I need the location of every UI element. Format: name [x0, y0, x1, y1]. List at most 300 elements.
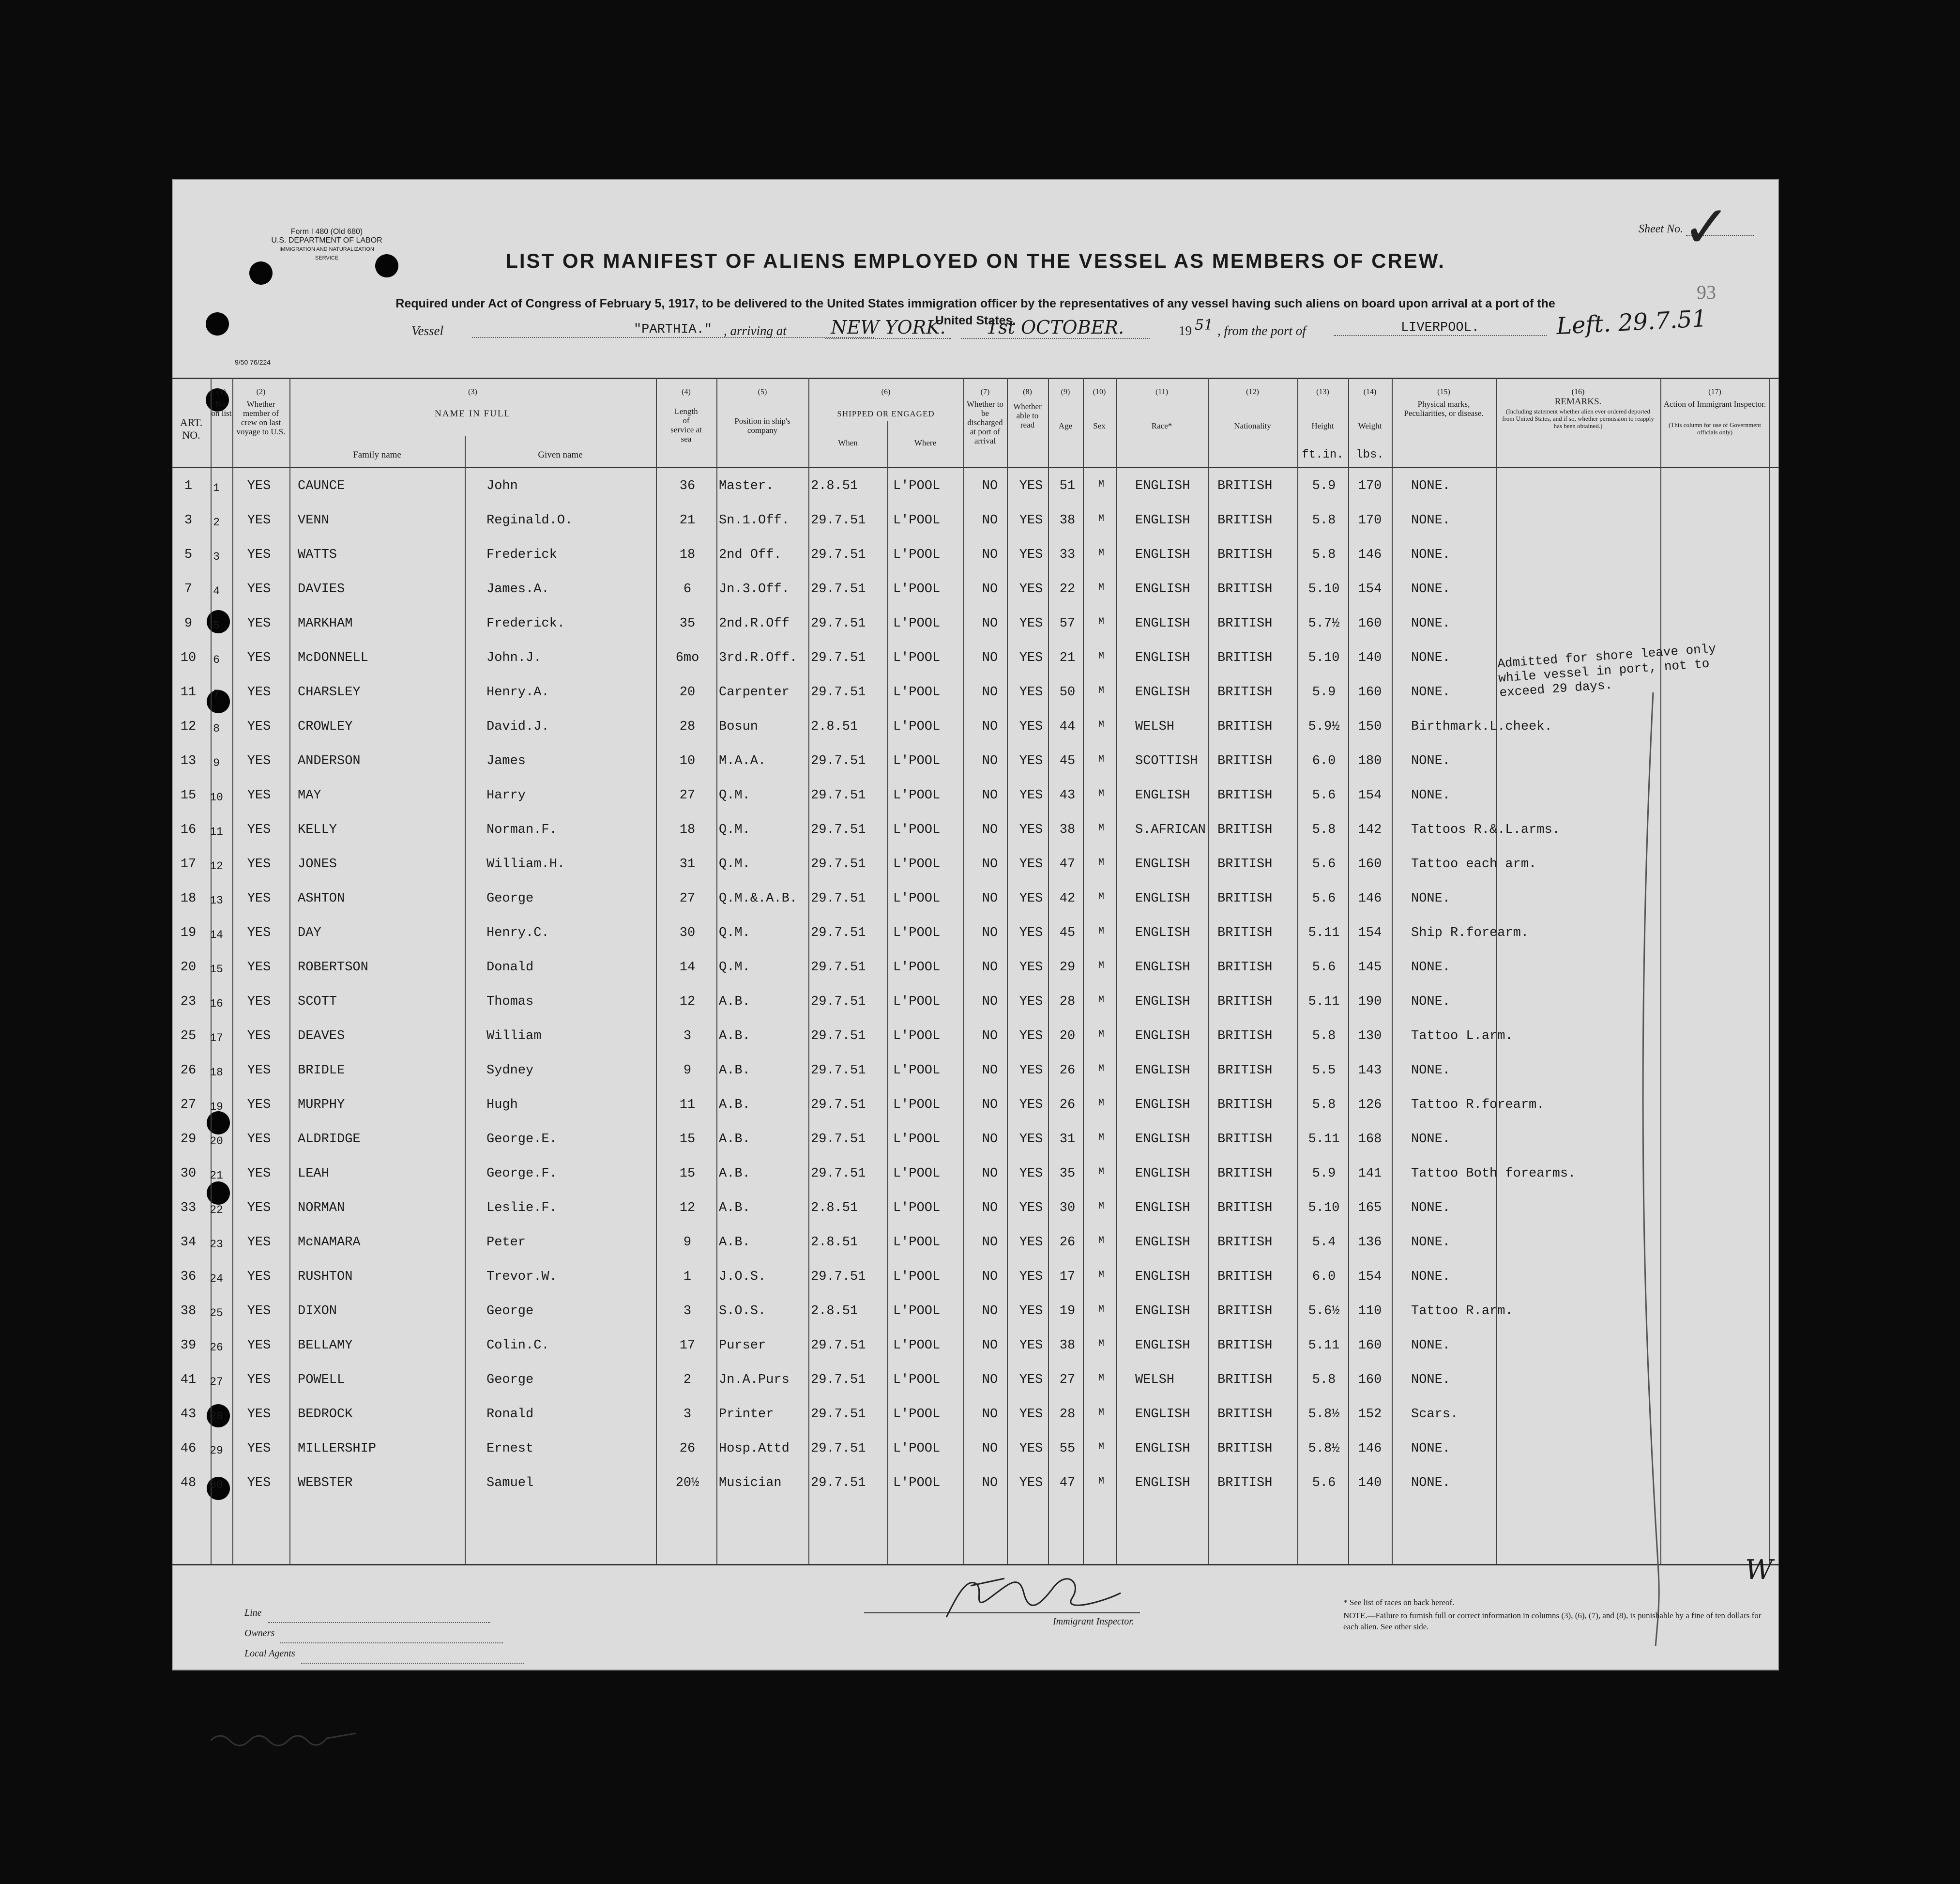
nationality-cell: BRITISH	[1217, 1373, 1273, 1387]
nationality-cell: BRITISH	[1217, 926, 1273, 940]
given-name-cell: David.J.	[486, 720, 549, 734]
year-prefix: 19	[1179, 323, 1192, 338]
given-name-cell: Ernest	[486, 1441, 534, 1456]
weight-cell: 126	[1358, 1098, 1382, 1112]
crew-row	[172, 1366, 1779, 1393]
age-cell: 42	[1059, 891, 1076, 906]
shipped-where-cell: L'POOL	[893, 616, 941, 631]
side-code: 9/50 76/224	[235, 358, 271, 366]
shipped-when-cell: 29.7.51	[811, 1166, 866, 1181]
art-number-cell: 30	[180, 1166, 197, 1181]
header-length-of-service: Length of service at sea	[670, 407, 702, 444]
header-col10-number: (10)	[1093, 388, 1106, 396]
height-cell: 5.4	[1312, 1235, 1336, 1250]
able-to-read-cell: YES	[1019, 891, 1043, 906]
shipped-when-cell: 2.8.51	[811, 1201, 858, 1215]
header-given-name: Given name	[538, 450, 583, 460]
height-cell: 5.11	[1308, 995, 1340, 1009]
given-name-cell: George.F.	[486, 1166, 557, 1181]
header-race: Race*	[1151, 421, 1172, 430]
header-col2-number: (2)	[256, 388, 266, 396]
sex-cell: M	[1098, 479, 1104, 490]
given-name-cell: George.E.	[486, 1132, 557, 1147]
race-cell: ENGLISH	[1135, 685, 1190, 700]
last-voyage-cell: YES	[247, 1270, 271, 1284]
discharged-cell: NO	[982, 754, 998, 768]
discharged-cell: NO	[982, 960, 998, 975]
service-length-cell: 14	[679, 960, 696, 975]
able-to-read-cell: YES	[1019, 926, 1043, 940]
header-remarks: REMARKS.	[1554, 397, 1602, 407]
family-name-cell: KELLY	[298, 823, 337, 837]
crew-row	[172, 1332, 1779, 1359]
departure-note: Left. 29.7.51	[1555, 305, 1708, 340]
crew-row	[172, 1160, 1779, 1187]
discharged-cell: NO	[982, 685, 998, 700]
shipped-where-cell: L'POOL	[893, 548, 941, 562]
able-to-read-cell: YES	[1019, 1201, 1043, 1215]
shipped-where-cell: L'POOL	[893, 1063, 941, 1078]
inspector-signature	[927, 1569, 1130, 1622]
shipped-where-cell: L'POOL	[893, 1270, 941, 1284]
list-number-cell: 12	[210, 860, 223, 873]
race-cell: ENGLISH	[1135, 1029, 1190, 1043]
list-number-cell: 4	[213, 585, 220, 597]
last-voyage-cell: YES	[247, 1338, 271, 1353]
last-voyage-cell: YES	[247, 1098, 271, 1112]
physical-marks-cell: NONE.	[1411, 548, 1451, 562]
race-cell: ENGLISH	[1135, 651, 1190, 665]
height-cell: 5.6½	[1308, 1304, 1340, 1318]
departure-port: LIVERPOOL.	[1334, 321, 1547, 336]
given-name-cell: John	[486, 479, 518, 493]
able-to-read-cell: YES	[1019, 685, 1043, 700]
service-length-cell: 6mo	[675, 651, 699, 665]
last-voyage-cell: YES	[247, 1304, 271, 1318]
given-name-cell: Peter	[486, 1235, 526, 1250]
art-number-cell: 7	[184, 582, 193, 597]
nationality-cell: BRITISH	[1217, 891, 1273, 906]
crew-row	[172, 472, 1779, 499]
service-length-cell: 27	[679, 891, 696, 906]
nationality-cell: BRITISH	[1217, 1304, 1273, 1318]
list-number-cell: 1	[213, 482, 220, 494]
position-cell: Printer	[719, 1407, 774, 1422]
able-to-read-cell: YES	[1019, 651, 1043, 665]
art-number-cell: 9	[184, 616, 193, 631]
family-name-cell: DAY	[298, 926, 321, 940]
crew-table	[172, 378, 1779, 1574]
shipped-where-cell: L'POOL	[893, 1407, 941, 1422]
sex-cell: M	[1098, 891, 1104, 903]
header-height-units: ft.in.	[1302, 448, 1344, 461]
race-cell: ENGLISH	[1135, 788, 1190, 803]
race-cell: ENGLISH	[1135, 1201, 1190, 1215]
able-to-read-cell: YES	[1019, 788, 1043, 803]
art-number-cell: 12	[180, 720, 197, 734]
able-to-read-cell: YES	[1019, 1270, 1043, 1284]
family-name-cell: McDONNELL	[298, 651, 368, 665]
nationality-cell: BRITISH	[1217, 1338, 1273, 1353]
height-cell: 5.9	[1312, 1166, 1336, 1181]
weight-cell: 143	[1358, 1063, 1382, 1078]
race-cell: ENGLISH	[1135, 1132, 1190, 1147]
art-number-cell: 46	[180, 1441, 197, 1456]
arrival-date: 1st OCTOBER.	[961, 317, 1150, 339]
physical-marks-cell: NONE.	[1411, 1201, 1451, 1215]
position-cell: A.B.	[719, 1201, 750, 1215]
service-length-cell: 36	[679, 479, 696, 493]
able-to-read-cell: YES	[1019, 1304, 1043, 1318]
given-name-cell: George	[486, 1304, 534, 1318]
vessel-name: "PARTHIA."	[472, 322, 874, 338]
shipped-where-cell: L'POOL	[893, 926, 941, 940]
shipped-where-cell: L'POOL	[893, 479, 941, 493]
header-weight-units: lbs.	[1356, 448, 1384, 461]
last-voyage-cell: YES	[247, 754, 271, 768]
art-number-cell: 36	[180, 1270, 197, 1284]
age-cell: 44	[1059, 720, 1076, 734]
last-voyage-cell: YES	[247, 857, 271, 872]
nationality-cell: BRITISH	[1217, 720, 1273, 734]
header-position: Position in ship's company	[734, 416, 790, 435]
race-cell: ENGLISH	[1135, 1441, 1190, 1456]
department-name: U.S. DEPARTMENT OF LABOR	[271, 236, 382, 245]
able-to-read-cell: YES	[1019, 960, 1043, 975]
position-cell: Jn.A.Purs	[719, 1373, 790, 1387]
physical-marks-cell: NONE.	[1411, 582, 1451, 597]
given-name-cell: James.A.	[486, 582, 549, 597]
shipped-when-cell: 29.7.51	[811, 960, 866, 975]
list-number-cell: 18	[210, 1066, 223, 1079]
height-cell: 5.8	[1312, 513, 1336, 528]
race-cell: ENGLISH	[1135, 960, 1190, 975]
physical-marks-cell: NONE.	[1411, 685, 1451, 700]
age-cell: 26	[1059, 1235, 1076, 1250]
service-length-cell: 3	[683, 1407, 692, 1422]
service-length-cell: 30	[679, 926, 696, 940]
weight-cell: 130	[1358, 1029, 1382, 1043]
header-col15-number: (15)	[1437, 388, 1450, 396]
given-name-cell: Norman.F.	[486, 823, 557, 837]
sex-cell: M	[1098, 1132, 1104, 1143]
list-number-cell: 21	[210, 1169, 223, 1182]
family-name-cell: MURPHY	[298, 1098, 345, 1112]
header-inspector-note: (This column for use of Government officials only)	[1669, 421, 1761, 436]
header-col1-number: (1)	[217, 388, 226, 396]
discharged-cell: NO	[982, 720, 998, 734]
service-length-cell: 35	[679, 616, 696, 631]
given-name-cell: Harry	[486, 788, 526, 803]
height-cell: 5.8	[1312, 1373, 1336, 1387]
height-cell: 5.5	[1312, 1063, 1336, 1078]
weight-cell: 170	[1358, 479, 1382, 493]
family-name-cell: ASHTON	[298, 891, 345, 906]
given-name-cell: James	[486, 754, 526, 768]
service-length-cell: 9	[683, 1063, 692, 1078]
given-name-cell: Ronald	[486, 1407, 534, 1422]
remarks-bracket-line	[1634, 692, 1672, 1646]
sex-cell: M	[1098, 1063, 1104, 1074]
race-cell: ENGLISH	[1135, 926, 1190, 940]
document-subtitle: Required under Act of Congress of February 5, 1917, to be delivered to the United States immigration officer by the representatives of any vessel having such aliens on board upon arrival at a port of the United States.	[395, 297, 1555, 327]
shipped-where-cell: L'POOL	[893, 857, 941, 872]
family-name-cell: ROBERTSON	[298, 960, 368, 975]
discharged-cell: NO	[982, 651, 998, 665]
able-to-read-cell: YES	[1019, 720, 1043, 734]
check-mark: ✓	[1682, 194, 1731, 261]
weight-cell: 154	[1358, 788, 1382, 803]
family-name-cell: BELLAMY	[298, 1338, 353, 1353]
service-length-cell: 3	[683, 1304, 692, 1318]
given-name-cell: George	[486, 1373, 534, 1387]
given-name-cell: Colin.C.	[486, 1338, 549, 1353]
height-cell: 5.9	[1312, 479, 1336, 493]
weight-cell: 180	[1358, 754, 1382, 768]
shipped-when-cell: 29.7.51	[811, 754, 866, 768]
shipped-where-cell: L'POOL	[893, 1098, 941, 1112]
family-name-cell: CAUNCE	[298, 479, 345, 493]
sex-cell: M	[1098, 1029, 1104, 1040]
weight-cell: 154	[1358, 1270, 1382, 1284]
last-voyage-cell: YES	[247, 1132, 271, 1147]
position-cell: Q.M.&.A.B.	[719, 891, 798, 906]
list-number-cell: 16	[210, 997, 223, 1010]
nationality-cell: BRITISH	[1217, 479, 1273, 493]
last-voyage-cell: YES	[247, 720, 271, 734]
art-number-cell: 29	[180, 1132, 197, 1147]
discharged-cell: NO	[982, 1338, 998, 1353]
last-voyage-cell: YES	[247, 891, 271, 906]
race-cell: ENGLISH	[1135, 548, 1190, 562]
header-able-to-read: Whether able to read	[1013, 402, 1042, 429]
age-cell: 19	[1059, 1304, 1076, 1318]
service-length-cell: 26	[679, 1441, 696, 1456]
nationality-cell: BRITISH	[1217, 651, 1273, 665]
able-to-read-cell: YES	[1019, 479, 1043, 493]
last-voyage-cell: YES	[247, 1063, 271, 1078]
sex-cell: M	[1098, 616, 1104, 628]
family-name-cell: NORMAN	[298, 1201, 345, 1215]
crew-row	[172, 988, 1779, 1015]
shipped-where-cell: L'POOL	[893, 1132, 941, 1147]
shipped-where-cell: L'POOL	[893, 685, 941, 700]
last-voyage-cell: YES	[247, 926, 271, 940]
able-to-read-cell: YES	[1019, 1029, 1043, 1043]
position-cell: 2nd Off.	[719, 548, 782, 562]
family-name-cell: DEAVES	[298, 1029, 345, 1043]
art-number-cell: 26	[180, 1063, 197, 1078]
position-cell: A.B.	[719, 1235, 750, 1250]
art-number-cell: 17	[180, 857, 197, 872]
service-length-cell: 9	[683, 1235, 692, 1250]
list-number-cell: 11	[210, 826, 223, 838]
age-cell: 33	[1059, 548, 1076, 562]
age-cell: 35	[1059, 1166, 1076, 1181]
art-number-cell: 10	[180, 651, 197, 665]
weight-cell: 146	[1358, 1441, 1382, 1456]
height-cell: 5.6	[1312, 1476, 1336, 1490]
header-height: Height	[1311, 421, 1334, 430]
age-cell: 38	[1059, 513, 1076, 528]
service-length-cell: 21	[679, 513, 696, 528]
height-cell: 6.0	[1312, 754, 1336, 768]
arrival-port: NEW YORK.	[825, 317, 951, 339]
list-number-cell: 22	[210, 1204, 223, 1216]
physical-marks-cell: NONE.	[1411, 513, 1451, 528]
physical-marks-cell: NONE.	[1411, 1063, 1451, 1078]
shipped-when-cell: 29.7.51	[811, 1270, 866, 1284]
able-to-read-cell: YES	[1019, 548, 1043, 562]
list-number-cell: 15	[210, 963, 223, 976]
header-col11-number: (11)	[1155, 388, 1169, 396]
list-number-cell: 10	[210, 791, 223, 804]
service-length-cell: 2	[683, 1373, 692, 1387]
shipped-where-cell: L'POOL	[893, 1338, 941, 1353]
art-number-cell: 13	[180, 754, 197, 768]
able-to-read-cell: YES	[1019, 857, 1043, 872]
discharged-cell: NO	[982, 548, 998, 562]
given-name-cell: Hugh	[486, 1098, 518, 1112]
nationality-cell: BRITISH	[1217, 995, 1273, 1009]
discharged-cell: NO	[982, 891, 998, 906]
last-voyage-cell: YES	[247, 823, 271, 837]
race-cell: ENGLISH	[1135, 1304, 1190, 1318]
art-number-cell: 16	[180, 823, 197, 837]
race-cell: ENGLISH	[1135, 1476, 1190, 1490]
able-to-read-cell: YES	[1019, 1476, 1043, 1490]
given-name-cell: Thomas	[486, 995, 534, 1009]
age-cell: 51	[1059, 479, 1076, 493]
physical-marks-cell: Scars.	[1411, 1407, 1459, 1422]
discharged-cell: NO	[982, 823, 998, 837]
position-cell: Master.	[719, 479, 774, 493]
shipped-where-cell: L'POOL	[893, 1373, 941, 1387]
header-no-on-list: No. on list	[211, 399, 232, 418]
weight-cell: 146	[1358, 891, 1382, 906]
weight-cell: 160	[1358, 1338, 1382, 1353]
race-cell: ENGLISH	[1135, 513, 1190, 528]
crew-row	[172, 919, 1779, 946]
discharged-cell: NO	[982, 1063, 998, 1078]
able-to-read-cell: YES	[1019, 1098, 1043, 1112]
sex-cell: M	[1098, 1338, 1104, 1349]
header-col14-number: (14)	[1363, 388, 1377, 396]
shipped-where-cell: L'POOL	[893, 788, 941, 803]
crew-row	[172, 1022, 1779, 1049]
age-cell: 27	[1059, 1373, 1076, 1387]
vessel-label: Vessel	[411, 323, 443, 338]
age-cell: 29	[1059, 960, 1076, 975]
last-voyage-cell: YES	[247, 1029, 271, 1043]
header-col9-number: (9)	[1061, 388, 1070, 396]
race-cell: ENGLISH	[1135, 891, 1190, 906]
shipped-where-cell: L'POOL	[893, 1029, 941, 1043]
weight-cell: 160	[1358, 616, 1382, 631]
position-cell: A.B.	[719, 1132, 750, 1147]
nationality-cell: BRITISH	[1217, 1029, 1273, 1043]
service-length-cell: 15	[679, 1132, 696, 1147]
discharged-cell: NO	[982, 1201, 998, 1215]
physical-marks-cell: NONE.	[1411, 651, 1451, 665]
crew-row	[172, 953, 1779, 980]
header-col7-number: (7)	[980, 388, 990, 396]
physical-marks-cell: Birthmark.L.cheek.	[1411, 720, 1552, 734]
list-number-cell: 29	[210, 1444, 223, 1457]
crew-row	[172, 1194, 1779, 1221]
header-col6-number: (6)	[881, 388, 891, 396]
discharged-cell: NO	[982, 513, 998, 528]
list-number-cell: 25	[210, 1307, 223, 1319]
last-voyage-cell: YES	[247, 479, 271, 493]
header-discharged: Whether to be discharged at port of arrival	[967, 399, 1003, 445]
crew-row	[172, 885, 1779, 912]
race-cell: ENGLISH	[1135, 1235, 1190, 1250]
family-name-cell: DAVIES	[298, 582, 345, 597]
family-name-cell: MARKHAM	[298, 616, 353, 631]
shipped-where-cell: L'POOL	[893, 1476, 941, 1490]
given-name-cell: Henry.A.	[486, 685, 549, 700]
age-cell: 26	[1059, 1098, 1076, 1112]
nationality-cell: BRITISH	[1217, 1098, 1273, 1112]
nationality-cell: BRITISH	[1217, 754, 1273, 768]
nationality-cell: BRITISH	[1217, 616, 1273, 631]
race-cell: ENGLISH	[1135, 995, 1190, 1009]
sex-cell: M	[1098, 788, 1104, 799]
position-cell: Jn.3.Off.	[719, 582, 790, 597]
nationality-cell: BRITISH	[1217, 1407, 1273, 1422]
discharged-cell: NO	[982, 995, 998, 1009]
crew-row	[172, 506, 1779, 534]
position-cell: A.B.	[719, 995, 750, 1009]
discharged-cell: NO	[982, 1166, 998, 1181]
nationality-cell: BRITISH	[1217, 1132, 1273, 1147]
art-number-cell: 25	[180, 1029, 197, 1043]
shipped-where-cell: L'POOL	[893, 582, 941, 597]
physical-marks-cell: NONE.	[1411, 960, 1451, 975]
age-cell: 38	[1059, 823, 1076, 837]
position-cell: Sn.1.Off.	[719, 513, 790, 528]
local-agents-label: Local Agents	[244, 1648, 295, 1659]
art-number-cell: 3	[184, 513, 193, 528]
shipped-when-cell: 29.7.51	[811, 1441, 866, 1456]
shipped-where-cell: L'POOL	[893, 995, 941, 1009]
sex-cell: M	[1098, 1235, 1104, 1246]
position-cell: A.B.	[719, 1166, 750, 1181]
service-length-cell: 18	[679, 823, 696, 837]
discharged-cell: NO	[982, 479, 998, 493]
header-col17-number: (17)	[1708, 388, 1721, 396]
age-cell: 21	[1059, 651, 1076, 665]
weight-cell: 160	[1358, 857, 1382, 872]
age-cell: 31	[1059, 1132, 1076, 1147]
document-title: LIST OR MANIFEST OF ALIENS EMPLOYED ON THE VESSEL AS MEMBERS OF CREW.	[505, 249, 1445, 272]
race-cell: ENGLISH	[1135, 857, 1190, 872]
position-cell: Purser	[719, 1338, 766, 1353]
family-name-cell: MILLERSHIP	[298, 1441, 377, 1456]
art-number-cell: 1	[184, 479, 193, 493]
art-number-cell: 27	[180, 1098, 197, 1112]
year-suffix: 51	[1195, 317, 1214, 334]
header-shipped-engaged: SHIPPED OR ENGAGED	[837, 409, 935, 418]
shipped-where-cell: L'POOL	[893, 1304, 941, 1318]
family-name-cell: McNAMARA	[298, 1235, 361, 1250]
header-col5-number: (5)	[758, 388, 767, 396]
crew-row	[172, 1228, 1779, 1256]
last-voyage-cell: YES	[247, 1476, 271, 1490]
nationality-cell: BRITISH	[1217, 1235, 1273, 1250]
nationality-cell: BRITISH	[1217, 548, 1273, 562]
